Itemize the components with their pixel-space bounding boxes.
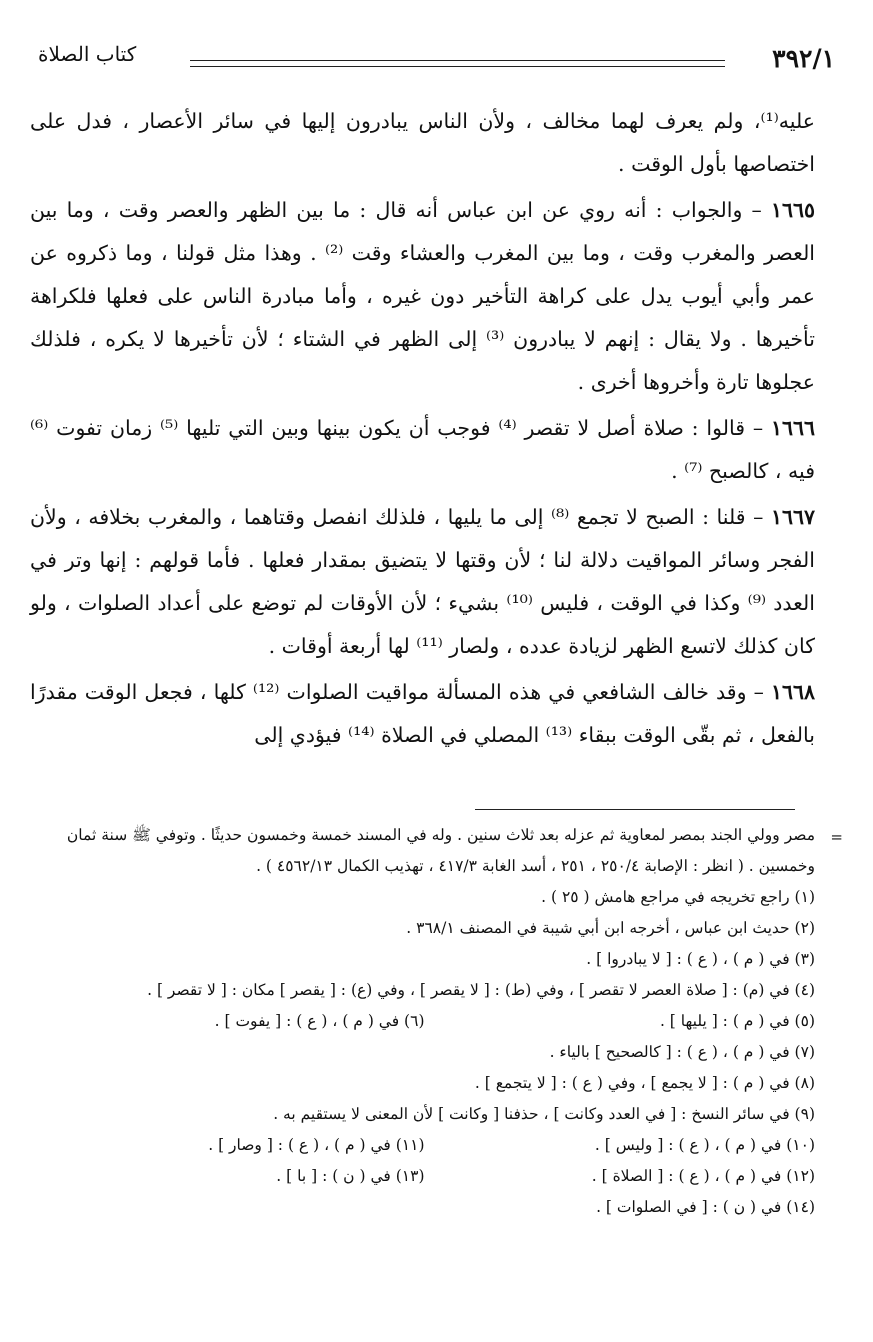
paragraph bbox=[30, 407, 815, 493]
paragraph-number: ١٦٦٧ bbox=[770, 505, 815, 529]
footnote-6: (٦) في ( م ) ، ( ع ) : [ يفوت ] . bbox=[214, 1012, 425, 1030]
footnote-10: (١٠) في ( م ) ، ( ع ) : [ وليس ] . bbox=[594, 1136, 815, 1154]
footnote-14: (١٤) في ( ن ) : [ في الصلوات ] . bbox=[596, 1198, 815, 1216]
footnote-row bbox=[34, 1161, 815, 1192]
page-number: ٣٩٢/١ bbox=[772, 44, 835, 73]
header-rule bbox=[190, 60, 725, 61]
footnote-9: (٩) في سائر النسخ : [ في العدد وكانت ] ، حذفنا [ وكانت ] لأن المعنى لا يستقيم به . bbox=[273, 1105, 815, 1123]
footnote-12: (١٢) في ( م ) ، ( ع ) : [ الصلاة ] . bbox=[591, 1167, 815, 1185]
paragraph-number: ١٦٦٨ bbox=[770, 680, 815, 704]
footnote-3: (٣) في ( م ) ، ( ع ) : [ لا يبادروا ] . bbox=[586, 950, 815, 968]
running-title: كتاب الصلاة bbox=[38, 42, 137, 66]
paragraph-text: – وقد خالف الشافعي في هذه المسألة مواقيت الصلوات ⁽¹²⁾ كلها ، فجعل الوقت مقدرًا بالفعل ، ثم بقّى الوقت ببقاء ⁽¹³⁾ المصلي في الصلاة ⁽¹⁴⁾ فيؤدي إلى bbox=[30, 680, 815, 747]
paragraph-text: – قالوا : صلاة أصل لا تقصر ⁽⁴⁾ فوجب أن يكون بينها وبين التي تليها ⁽⁵⁾ زمان تفوت ⁽⁶⁾ فيه ، كالصبح ⁽⁷⁾ . bbox=[30, 416, 815, 483]
footnote-7: (٧) في ( م ) ، ( ع ) : [ كالصحيح ] بالياء . bbox=[549, 1043, 815, 1061]
paragraph bbox=[30, 671, 815, 757]
paragraph-text: – والجواب : أنه روي عن ابن عباس أنه قال : ما بين الظهر والعصر وقت ، وما بين العصر والمغرب وقت ، وما بين المغرب والعشاء وقت ⁽²⁾ . وهذا مثل قولنا ، وما ذكروه عن عمر وأبي أيوب يدل على كراهة التأخير دون غيره ، وأما مبادرة الناس على فعلها فلكراهة تأخيرها . ولا يقال : إنهم لا يبادرون ⁽³⁾ إلى الظهر في الشتاء ؛ لأن تأخيرها لا يكره ، فلذلك عجلوها تارة وأخروها أخرى . bbox=[30, 198, 816, 394]
paragraph-number: ١٦٦٦ bbox=[770, 416, 815, 440]
footnote-continuation: مصر وولي الجند بمصر لمعاوية ثم عزله بعد ثلاث سنين . وله في المسند خمسة وخمسون حديثًا . وتوفي ﷺ سنة ثمان وخمسين . ( انظر : الإصابة ٢٥٠/٤ ، ٢٥١ ، أسد الغابة ٤١٧/٣ ، تهذيب الكمال ٤٥٦٢/١٣ ) . bbox=[66, 826, 815, 875]
footnote-row bbox=[34, 1006, 815, 1037]
footnote-row bbox=[34, 1130, 815, 1161]
paragraph bbox=[30, 100, 815, 186]
paragraph-text: عليه⁽¹⁾، ولم يعرف لهما مخالف ، ولأن الناس يبادرون إليها في سائر الأعصار ، فدل على اختصاصها بأول الوقت . bbox=[30, 109, 815, 176]
paragraph bbox=[30, 189, 815, 404]
paragraph-text: – قلنا : الصبح لا تجمع ⁽⁸⁾ إلى ما يليها ، فلذلك انفصل وقتاهما ، والمغرب بخلافه ، ولأن الفجر وسائر المواقيت دلالة لنا ؛ لأن وقتها لا يتضيق بمقدار فعلها . فأما قولهم : إنها وتر في العدد ⁽⁹⁾ وكذا في الوقت ، فليس ⁽¹⁰⁾ بشيء ؛ لأن الأوقات لم توضع على أعداد الصلوات ، ولو كان كذلك لاتسع الظهر لزيادة عدده ، ولصار ⁽¹¹⁾ لها أربعة أوقات . bbox=[30, 505, 815, 658]
footnote-4: (٤) في (م) : [ صلاة العصر لا تقصر ] ، وفي (ط) : [ لا يقصر ] ، وفي (ع) : [ يقصر ] مكان : [ لا تقصر ] . bbox=[147, 981, 815, 999]
footnote-5: (٥) في ( م ) : [ يليها ] . bbox=[659, 1012, 815, 1030]
continuation-mark: = bbox=[830, 828, 843, 846]
footnotes bbox=[34, 820, 843, 1223]
paragraph-number: ١٦٦٥ bbox=[770, 198, 815, 222]
footnote-separator bbox=[475, 809, 795, 810]
page-header bbox=[30, 38, 843, 78]
footnote-8: (٨) في ( م ) : [ لا يجمع ] ، وفي ( ع ) : [ لا يتجمع ] . bbox=[474, 1074, 815, 1092]
header-rule-double bbox=[190, 66, 725, 67]
footnote-11: (١١) في ( م ) ، ( ع ) : [ وصار ] . bbox=[208, 1136, 425, 1154]
main-text bbox=[30, 100, 815, 760]
paragraph bbox=[30, 496, 815, 668]
footnote-2: (٢) حديث ابن عباس ، أخرجه ابن أبي شيبة في المصنف ٣٦٨/١ . bbox=[406, 919, 815, 937]
footnote-13: (١٣) في ( ن ) : [ با ] . bbox=[276, 1167, 425, 1185]
footnote-1: (١) راجع تخريجه في مراجع هامش ( ٢٥ ) . bbox=[541, 888, 815, 906]
